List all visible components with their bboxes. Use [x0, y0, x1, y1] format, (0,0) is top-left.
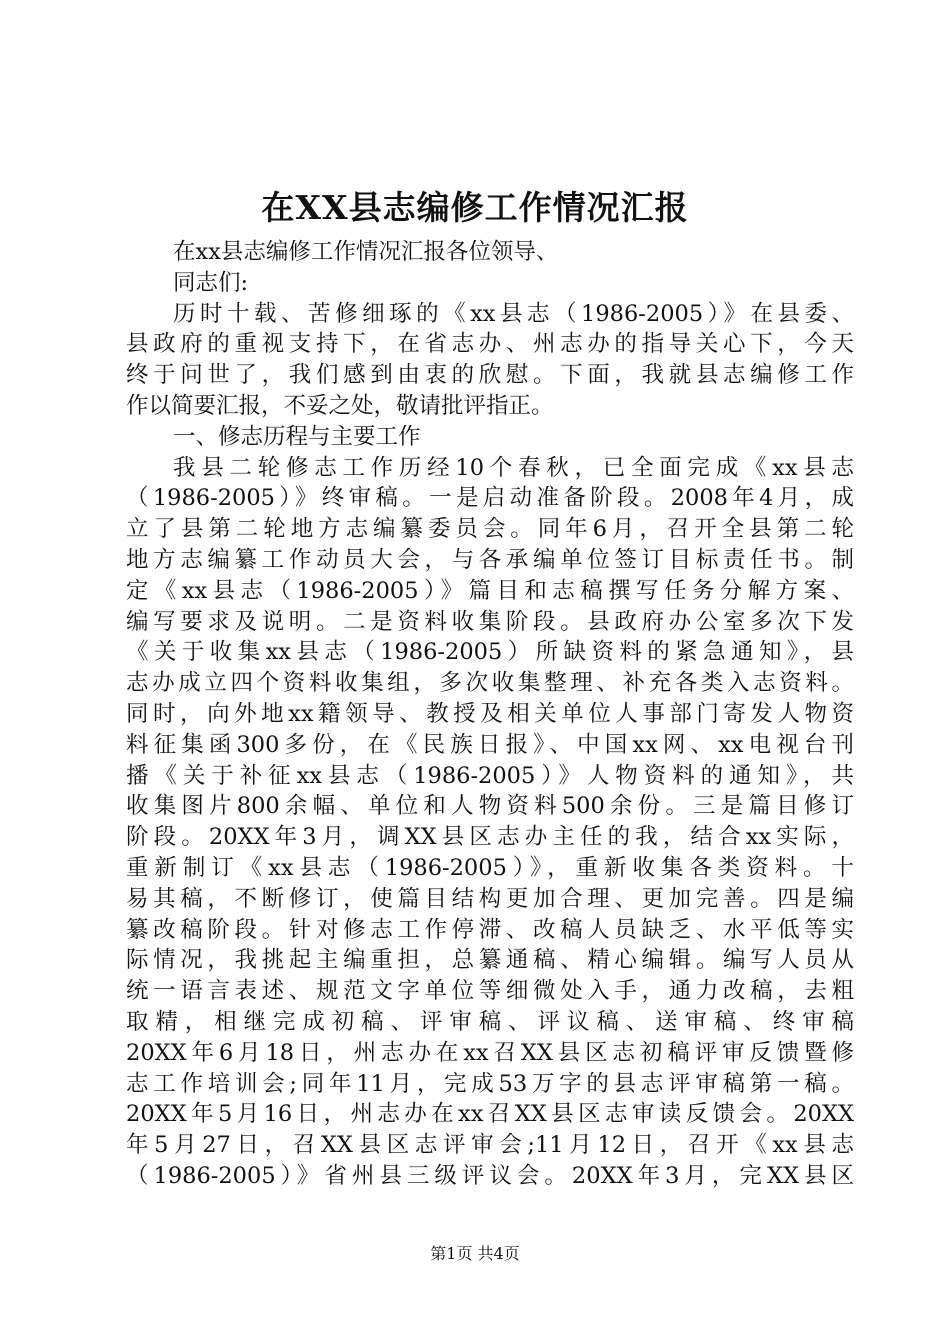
text-line: 年5月27日，召XX县区志评审会;11月12日，召开《xx县志 — [126, 1132, 854, 1159]
text-line: 料征集函300多份，在《民族日报》、中国xx网、xx电视台刊 — [126, 731, 854, 758]
text-line: 际情况，我挑起主编重担，总纂通稿、精心编辑。编写人员从 — [126, 947, 854, 974]
text-line: （1986-2005）》终审稿。一是启动准备阶段。2008年4月，成 — [126, 485, 854, 512]
text-line: 立了县第二轮地方志编纂委员会。同年6月，召开全县第二轮 — [126, 516, 854, 543]
text-line: 同时，向外地xx籍领导、教授及相关单位人事部门寄发人物资 — [126, 700, 854, 727]
text-line: 20XX年6月18日，州志办在xx召XX县区志初稿评审反馈暨修 — [126, 1039, 854, 1066]
text-line: 地方志编纂工作动员大会，与各承编单位签订目标责任书。制 — [126, 546, 854, 573]
page-indicator: 第1页 共4页 — [430, 1244, 520, 1263]
document-title: 在XX县志编修工作情况汇报 — [261, 188, 689, 227]
text-line: 重新制订《xx县志（1986-2005）》，重新收集各类资料。十 — [126, 854, 854, 881]
text-line: 取精，相继完成初稿、评审稿、评议稿、送审稿、终审稿 — [126, 1008, 854, 1035]
text-line: 志办成立四个资料收集组，多次收集整理、补充各类入志资料。 — [126, 670, 854, 697]
text-line: （1986-2005）》省州县三级评议会。20XX年3月，完XX县区 — [126, 1162, 854, 1189]
text-line: 定《xx县志（1986-2005）》篇目和志稿撰写任务分解方案、 — [126, 577, 854, 604]
text-line: 统一语言表述、规范文字单位等细微处入手，通力改稿，去粗 — [126, 978, 854, 1005]
document-body — [126, 237, 854, 1192]
text-line: 在xx县志编修工作情况汇报各位领导、 — [173, 239, 559, 265]
text-line: 播《关于补征xx县志（1986-2005）》人物资料的通知》，共 — [126, 762, 854, 789]
paragraph-first-line: 历时十载、苦修细琢的《xx县志（1986-2005）》在县委、 — [173, 300, 854, 327]
text-line: 县政府的重视支持下，在省志办、州志办的指导关心下，今天 — [126, 331, 854, 358]
text-line: 收集图片800余幅、单位和人物资料500余份。三是篇目修订 — [126, 793, 854, 820]
text-line: 作以简要汇报，不妥之处，敬请批评指正。 — [126, 392, 554, 419]
text-line: 20XX年5月16日，州志办在xx召XX县区志审读反馈会。20XX — [126, 1101, 854, 1128]
text-line: 纂改稿阶段。针对修志工作停滞、改稿人员缺乏、水平低等实 — [126, 916, 854, 943]
text-line: 《关于收集xx县志（1986-2005）所缺资料的紧急通知》，县 — [126, 639, 854, 666]
text-line: 同志们: — [173, 269, 249, 296]
page-footer — [0, 1244, 950, 1264]
text-line: 志工作培训会;同年11月，完成53万字的县志评审稿第一稿。 — [126, 1070, 854, 1097]
text-line: 易其稿，不断修订，使篇目结构更加合理、更加完善。四是编 — [126, 885, 854, 912]
text-line: 编写要求及说明。二是资料收集阶段。县政府办公室多次下发 — [126, 608, 854, 635]
text-line: 阶段。20XX年3月，调XX县区志办主任的我，结合xx实际， — [126, 824, 854, 851]
paragraph-first-line: 我县二轮修志工作历经10个春秋，已全面完成《xx县志 — [173, 454, 854, 481]
section-heading: 一、修志历程与主要工作 — [173, 423, 421, 450]
text-line: 终于问世了，我们感到由衷的欣慰。下面，我就县志编修工作 — [126, 362, 854, 389]
